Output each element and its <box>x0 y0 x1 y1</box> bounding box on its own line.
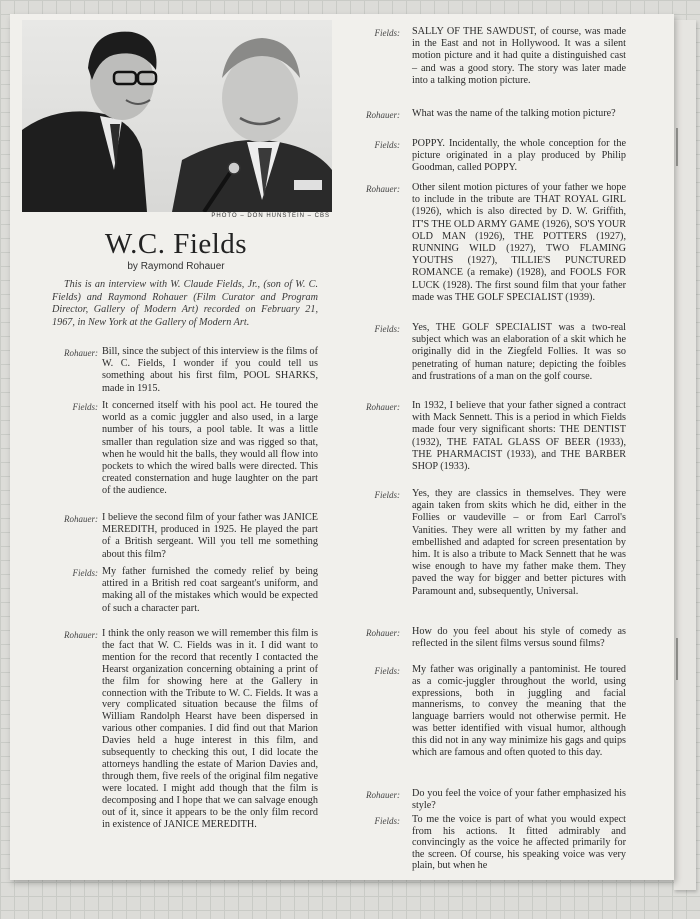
speaker-label: Rohauer: <box>366 790 400 800</box>
entry-text: Do you feel the voice of your father emphasized his style? <box>412 788 626 812</box>
speaker-label: Fields: <box>374 666 400 676</box>
speaker-label: Fields: <box>374 324 400 334</box>
entry-text: My father was originally a pantominist. He toured as a comic-juggler throughout the world, using expressions, both in juggling and facial mannerisms, to convey the meaning that the language barriers would not otherwise permit. He was better identified with visual humor, although this did not in any way minimize his gags and quips which are famous and often quoted to this day. <box>412 664 626 758</box>
entry-text: I believe the second film of your father was JANICE MEREDITH, produced in 1925. He played the part of a British sergeant. Will you tell me something about this film? <box>102 512 318 560</box>
speaker-label: Rohauer: <box>64 348 98 358</box>
article-intro: This is an interview with W. Claude Fields, Jr., (son of W. C. Fields) and Raymond Rohauer (Film Curator and Program Director, Gallery of Modern Art) recorded on February 21, 1967, in New York at the Gallery of Modern Art. <box>52 279 318 328</box>
speaker-label: Fields: <box>374 490 400 500</box>
entry-text: To me the voice is part of what you would expect from his actions. It fitted admirably and convincingly as the voice he affected primarily for the screen. Of course, his speaking voice was very plain, but when he <box>412 814 626 872</box>
entry-text: Other silent motion pictures of your father we hope to include in the tribute are THAT ROYAL GIRL (1926), which is also directed by D. W. Griffith, IT'S THE OLD ARMY GAME (1926), SO'S YOUR OLD MAN (1926), THE POTTERS (1927), RUNNING WILD (1927), TWO FLAMING YOUTHS (1927), TILLIE'S PUNCTURED ROMANCE (a remake) (1928), and FOOLS FOR LUCK (1928). The first sound film that your father made was THE GOLF SPECIALIST (1939). <box>412 182 626 303</box>
speaker-label: Fields: <box>374 140 400 150</box>
fold-mark <box>676 638 678 680</box>
entry-text: I think the only reason we will remember this film is the fact that W. C. Fields was in it. I did want to mention for the record that recently I contacted the Hearst organization concerning obtaining a print of the film for showing here at the Gallery in connection with the Tribute to W. C. Fields. It was a very complicated situation because the films of William Randolph Hearst have been dispersed in various other companies. I did find out that Marion Davies held a huge interest in this film, and subsequently to checking this out, I did locate the attorneys handling the estate of Marion Davies and, through them, five reels of the original film negative were located. I might add though that the film is decomposing and I hope that we can salvage enough out of it, since it appears to be the only film record in existence of JANICE MEREDITH. <box>102 628 318 830</box>
speaker-label: Fields: <box>374 28 400 38</box>
article-byline: by Raymond Rohauer <box>127 261 225 272</box>
entry-text: In 1932, I believe that your father signed a contract with Mack Sennett. This is a period in which Fields made four very significant shorts: THE DENTIST (1932), THE FATAL GLASS OF BEER (1933), THE PHARMACIST (1933), and THE BARBER SHOP (1933). <box>412 400 626 473</box>
speaker-label: Fields: <box>72 568 98 578</box>
entry-text: What was the name of the talking motion picture? <box>412 108 616 119</box>
entry-text: POPPY. Incidentally, the whole conception for the picture originated in a play produced by Philip Goodman, called POPPY. <box>412 138 626 174</box>
speaker-label: Fields: <box>374 816 400 826</box>
speaker-label: Rohauer: <box>366 628 400 638</box>
speaker-label: Rohauer: <box>366 184 400 194</box>
speaker-label: Fields: <box>72 402 98 412</box>
portrait-photo <box>22 20 332 212</box>
photo-credit: PHOTO – DON HUNSTEIN – CBS <box>211 213 330 219</box>
fold-mark <box>676 128 678 166</box>
entry-text: Bill, since the subject of this interview is the films of W. C. Fields, I wonder if you could tell us something about his first film, POOL SHARKS, made in 1915. <box>102 346 318 394</box>
article-title: W.C. Fields <box>104 228 248 260</box>
speaker-label: Rohauer: <box>64 630 98 640</box>
speaker-label: Rohauer: <box>64 514 98 524</box>
speaker-label: Rohauer: <box>366 110 400 120</box>
two-men-photo-illustration <box>22 20 332 212</box>
entry-text: SALLY OF THE SAWDUST, of course, was made in the East and not in Hollywood. It was a silent motion picture and it had quite a distinguished cast – and was a good story. The story was later made into a talking motion picture. <box>412 26 626 86</box>
entry-text: Yes, THE GOLF SPECIALIST was a two-real subject which was an elaboration of a skit which he originally did in the Ziegfeld Follies. It was so penetrating of human nature; depicting the foibles and frustrations of a man on the golf course. <box>412 322 626 382</box>
entry-text: My father furnished the comedy relief by being attired in a British red coat sargeant's uniform, and making all of the mistakes which would be expected of such a character part. <box>102 566 318 614</box>
entry-text: It concerned itself with his pool act. He toured the world as a comic juggler and also used, in a large number of his tours, a pool table. It was a little smaller than regulation size and was rigged so that, when he would hit the balls, they would all flow into pockets to which the wired balls were directed. This created consternation and huge laughter on the part of the audience. <box>102 400 318 497</box>
entry-text: How do you feel about his style of comedy as reflected in the silent films versus sound films? <box>412 626 626 650</box>
speaker-label: Rohauer: <box>366 402 400 412</box>
entry-text: Yes, they are classics in themselves. They were again taken from skits which he did, either in the Follies or vaudeville – or from Earl Carrol's Vanities. They were all written by my father and embellished and adapted for screen presentation by him. It is also a tribute to Mack Sennett that he was wise enough to have my father make them. They paved the way for bigger and better pictures with Paramount and, subsequently, Universal. <box>412 488 626 597</box>
